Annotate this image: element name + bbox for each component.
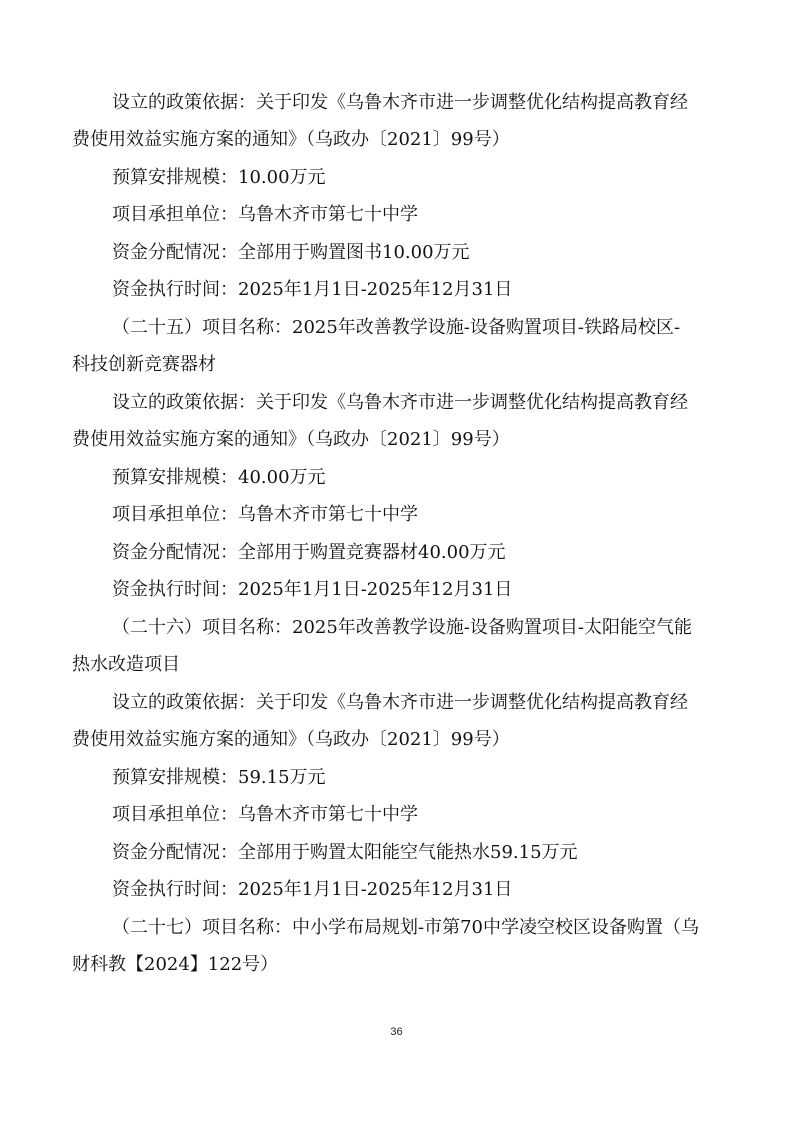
project-25-title-line-1: （二十五）项目名称：2025年改善教学设施-设备购置项目-铁路局校区- [112,317,681,338]
policy-basis-line-1: 设立的政策依据：关于印发《乌鲁木齐市进一步调整优化结构提高教育经 [112,692,688,713]
project-25-title-line-2: 科技创新竞赛器材 [72,354,216,375]
fund-allocation: 资金分配情况：全部用于购置太阳能空气能热水59.15万元 [112,842,578,863]
budget-scale: 预算安排规模：10.00万元 [112,167,326,188]
budget-scale: 预算安排规模：59.15万元 [112,767,326,788]
page-number: 36 [390,1026,403,1038]
policy-basis-line-1: 设立的政策依据：关于印发《乌鲁木齐市进一步调整优化结构提高教育经 [112,92,688,113]
execution-period: 资金执行时间：2025年1月1日-2025年12月31日 [112,579,513,600]
policy-basis-line-2: 费使用效益实施方案的通知》（乌政办〔2021〕99号） [72,429,510,450]
fund-allocation: 资金分配情况：全部用于购置竞赛器材40.00万元 [112,542,506,563]
undertaking-unit: 项目承担单位：乌鲁木齐市第七十中学 [112,804,418,825]
project-27-title-line-2: 财科教【2024】122号） [72,954,279,975]
undertaking-unit: 项目承担单位：乌鲁木齐市第七十中学 [112,504,418,525]
policy-basis-line-2: 费使用效益实施方案的通知》（乌政办〔2021〕99号） [72,129,510,150]
project-27-title-line-1: （二十七）项目名称：中小学布局规划-市第70中学凌空校区设备购置（乌 [112,917,699,938]
fund-allocation: 资金分配情况：全部用于购置图书10.00万元 [112,242,470,263]
policy-basis-line-1: 设立的政策依据：关于印发《乌鲁木齐市进一步调整优化结构提高教育经 [112,392,688,413]
policy-basis-line-2: 费使用效益实施方案的通知》（乌政办〔2021〕99号） [72,729,510,750]
project-26-title-line-2: 热水改造项目 [72,654,180,675]
budget-scale: 预算安排规模：40.00万元 [112,467,326,488]
undertaking-unit: 项目承担单位：乌鲁木齐市第七十中学 [112,204,418,225]
project-26-title-line-1: （二十六）项目名称：2025年改善教学设施-设备购置项目-太阳能空气能 [112,617,692,638]
execution-period: 资金执行时间：2025年1月1日-2025年12月31日 [112,279,513,300]
execution-period: 资金执行时间：2025年1月1日-2025年12月31日 [112,879,513,900]
